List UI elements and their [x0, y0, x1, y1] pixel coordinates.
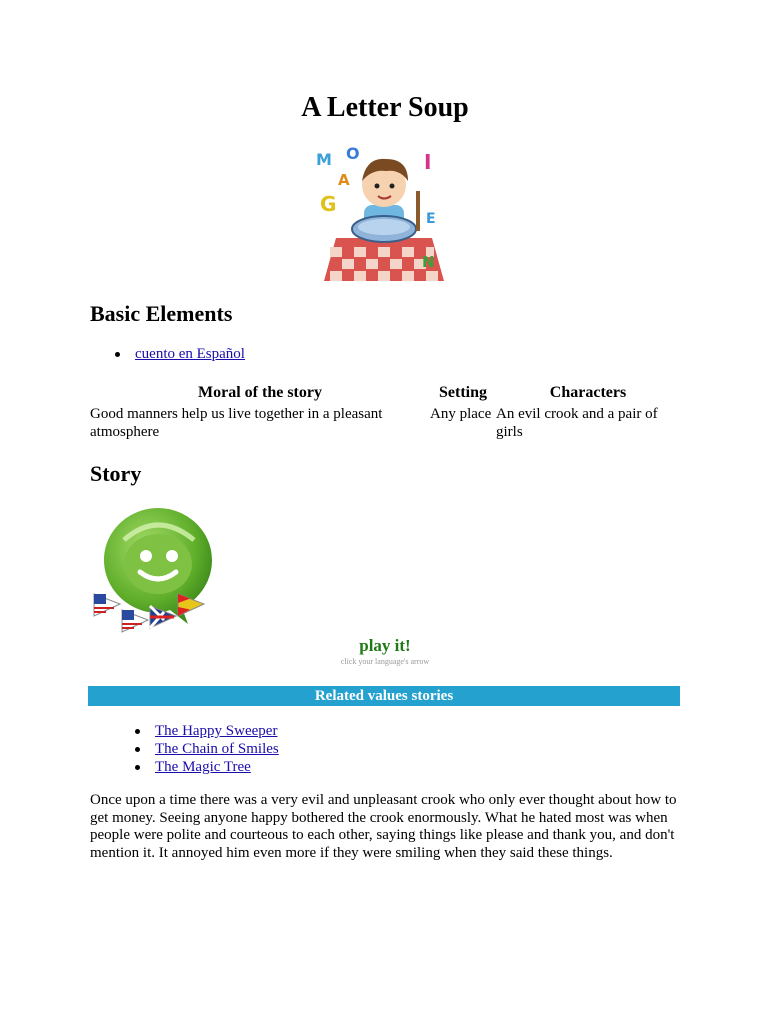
- play-hint-text: click your language's arrow: [340, 657, 430, 666]
- setting-cell: Any place: [430, 406, 492, 422]
- characters-cell: An evil crook and a pair of girls: [496, 406, 658, 440]
- svg-text:I: I: [424, 150, 432, 174]
- list-item: [135, 345, 245, 363]
- related-stories-header: Related values stories: [88, 686, 680, 706]
- characters-header: Characters: [549, 384, 627, 401]
- story-body-text: Once upon a time there was a very evil and unpleasant crook who only ever thought about how to get money. Seeing anyone happy bothered the crook enormously. What he hated most was when people were polite and courteous to each other, saying things like please and thank you, and don't mention it. It annoyed him even more if they were smiling when they said these things.: [90, 792, 677, 861]
- related-story-link[interactable]: The Chain of Smiles: [155, 741, 279, 757]
- list-item: [155, 740, 279, 758]
- page-title: A Letter Soup: [301, 92, 469, 123]
- svg-text:A: A: [338, 171, 350, 189]
- setting-header: Setting: [439, 384, 487, 401]
- list-item: [155, 722, 279, 740]
- related-stories-list: [155, 722, 279, 776]
- related-story-link[interactable]: The Magic Tree: [155, 759, 251, 775]
- moral-cell: Good manners help us live together in a pleasant atmosphere: [90, 406, 383, 440]
- svg-text:E: E: [426, 211, 436, 227]
- spanish-version-link[interactable]: cuento en Español: [135, 346, 245, 362]
- svg-text:G: G: [320, 192, 337, 216]
- letter-soup-illustration-icon: [316, 143, 452, 283]
- svg-text:N: N: [422, 253, 435, 271]
- basic-elements-heading: Basic Elements: [90, 301, 233, 326]
- svg-text:O: O: [346, 144, 360, 163]
- svg-text:M: M: [316, 150, 332, 169]
- audio-player-smiley-icon: [90, 502, 220, 642]
- table-row: [90, 405, 680, 441]
- list-item: [155, 758, 279, 776]
- related-story-link[interactable]: The Happy Sweeper: [155, 723, 278, 739]
- story-heading: Story: [90, 461, 142, 486]
- basic-elements-table: [90, 382, 680, 441]
- play-it-button[interactable]: play it!: [359, 636, 411, 655]
- language-links: [135, 345, 245, 363]
- moral-header: Moral of the story: [198, 384, 322, 401]
